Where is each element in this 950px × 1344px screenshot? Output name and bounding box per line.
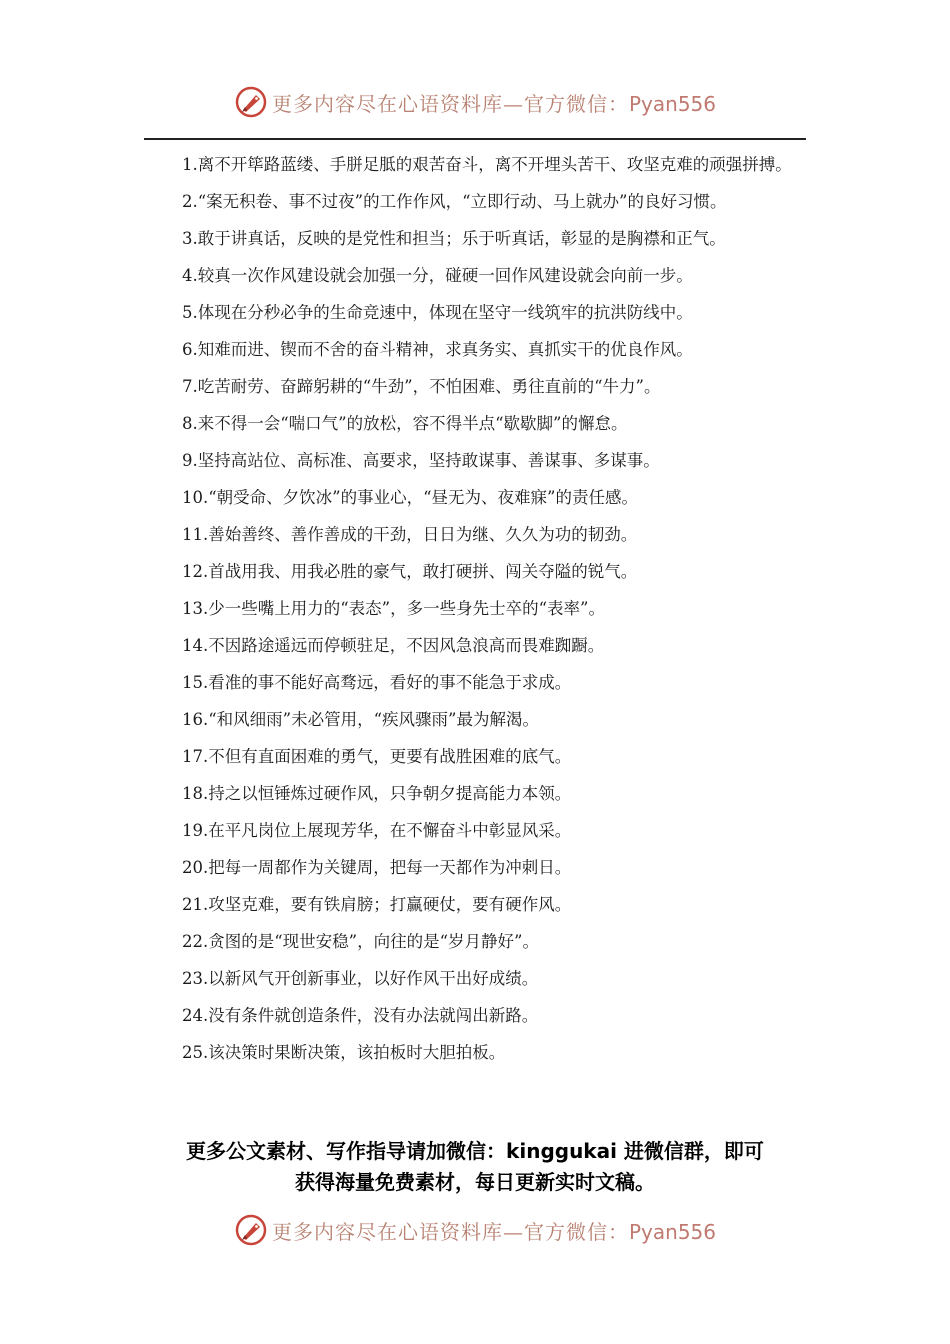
list-item: 9.坚持高站位、高标准、高要求，坚持敢谋事、善谋事、多谋事。 — [182, 451, 660, 470]
list-item: 21.攻坚克难，要有铁肩膀；打赢硬仗，要有硬作风。 — [182, 895, 572, 914]
list-item: 4.较真一次作风建设就会加强一分，碰硬一回作风建设就会向前一步。 — [182, 266, 693, 285]
list-item: 17.不但有直面困难的勇气，更要有战胜困难的底气。 — [182, 747, 572, 766]
list-item: 14.不因路途遥远而停顿驻足，不因风急浪高而畏难踟蹰。 — [182, 636, 605, 655]
sentence-list — [144, 152, 808, 1077]
footer-banner — [0, 1210, 950, 1250]
list-item: 20.把每一周都作为关键周，把每一天都作为冲刺日。 — [182, 858, 572, 877]
list-item: 6.知难而进、锲而不舍的奋斗精神，求真务实、真抓实干的优良作风。 — [182, 340, 693, 359]
promo-line-1: 更多公文素材、写作指导请加微信：kinggukai 进微信群，即可 — [186, 1139, 764, 1163]
list-item: 24.没有条件就创造条件，没有办法就闯出新路。 — [182, 1006, 539, 1025]
pen-nib-logo-icon — [234, 85, 268, 119]
list-item: 22.贪图的是“现世安稳”，向往的是“岁月静好”。 — [182, 932, 539, 951]
list-item: 7.吃苦耐劳、奋蹄躬耕的“牛劲”，不怕困难、勇往直前的“牛力”。 — [182, 377, 661, 396]
header-divider — [144, 138, 806, 140]
list-item: 25.该决策时果断决策，该拍板时大胆拍板。 — [182, 1043, 506, 1062]
list-item: 19.在平凡岗位上展现芳华，在不懈奋斗中彰显风采。 — [182, 821, 572, 840]
header-banner-account: Pyan556 — [628, 91, 716, 116]
list-item: 12.首战用我、用我必胜的豪气，敢打硬拼、闯关夺隘的锐气。 — [182, 562, 638, 581]
promo-line-2: 获得海量免费素材，每日更新实时文稿。 — [295, 1170, 655, 1194]
list-item: 10.“朝受命、夕饮冰”的事业心，“昼无为、夜难寐”的责任感。 — [182, 488, 638, 507]
list-item: 18.持之以恒锤炼过硬作风，只争朝夕提高能力本领。 — [182, 784, 572, 803]
list-item: 11.善始善终、善作善成的干劲，日日为继、久久为功的韧劲。 — [182, 525, 638, 544]
list-item: 23.以新风气开创新事业，以好作风干出好成绩。 — [182, 969, 539, 988]
list-item: 3.敢于讲真话，反映的是党性和担当；乐于听真话，彰显的是胸襟和正气。 — [182, 229, 726, 248]
promo-notice — [120, 1136, 830, 1198]
list-item: 2.“案无积卷、事不过夜”的工作作风，“立即行动、马上就办”的良好习惯。 — [182, 192, 727, 211]
footer-banner-text: 更多内容尽在心语资料库—官方微信：Pyan556 — [271, 1219, 716, 1244]
header-banner-text: 更多内容尽在心语资料库—官方微信：Pyan556 — [271, 91, 716, 116]
list-item: 5.体现在分秒必争的生命竞速中，体现在坚守一线筑牢的抗洪防线中。 — [182, 303, 693, 322]
list-item: 1.离不开筚路蓝缕、手胼足胝的艰苦奋斗，离不开埋头苦干、攻坚克难的顽强拼搏。 — [182, 155, 792, 174]
list-item: 13.少一些嘴上用力的“表态”，多一些身先士卒的“表率”。 — [182, 599, 605, 618]
header-banner — [0, 82, 950, 122]
list-item: 16.“和风细雨”未必管用，“疾风骤雨”最为解渴。 — [182, 710, 539, 729]
list-item: 8.来不得一会“喘口气”的放松，容不得半点“歇歇脚”的懈怠。 — [182, 414, 628, 433]
pen-nib-logo-icon — [234, 1213, 268, 1247]
list-item: 15.看准的事不能好高骛远，看好的事不能急于求成。 — [182, 673, 572, 692]
footer-banner-account: Pyan556 — [628, 1219, 716, 1244]
